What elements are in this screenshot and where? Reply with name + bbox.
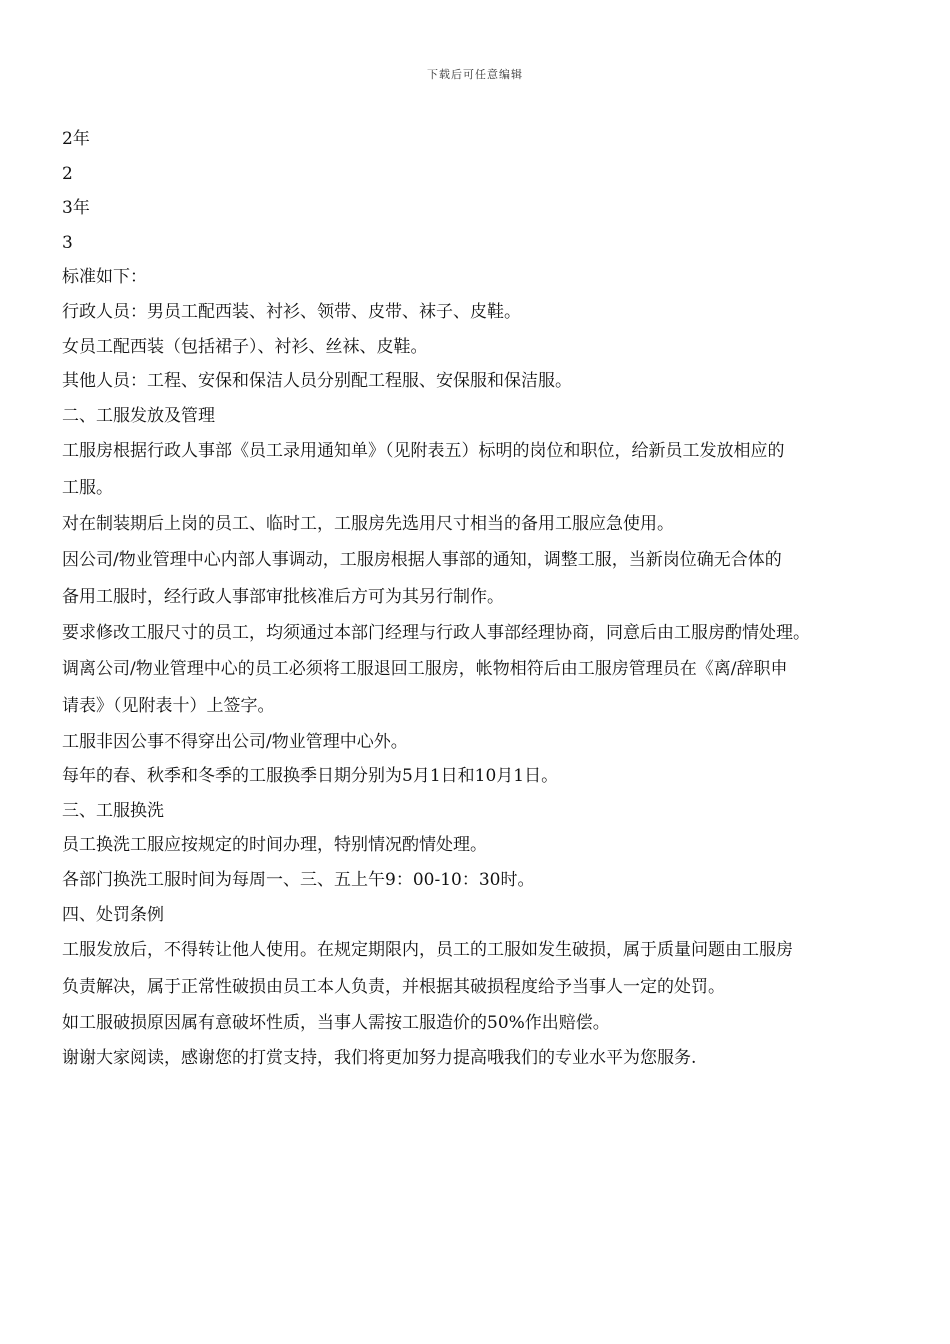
section-heading: 四、处罚条例 (62, 904, 164, 925)
section-heading: 三、工服换洗 (62, 800, 164, 821)
paragraph-line: 工服房根据行政人事部《员工录用通知单》（见附表五）标明的岗位和职位，给新员工发放相应的 (62, 441, 785, 462)
paragraph-line: 工服。 (62, 478, 113, 499)
text-line: 行政人员：男员工配西装、衬衫、领带、皮带、袜子、皮鞋。 (62, 301, 521, 322)
paragraph-line: 备用工服时，经行政人事部审批核准后方可为其另行制作。 (62, 586, 504, 607)
paragraph-line: 因公司/物业管理中心内部人事调动，工服房根据人事部的通知，调整工服，当新岗位确无合体的 (62, 549, 782, 570)
text-line: 员工换洗工服应按规定的时间办理，特别情况酌情处理。 (62, 835, 487, 856)
text-line: 标准如下： (62, 267, 147, 288)
document-body (62, 122, 902, 1075)
section-heading: 二、工服发放及管理 (62, 405, 215, 426)
paragraph (62, 433, 902, 507)
text-line: 每年的春、秋季和冬季的工服换季日期分别为5月1日和10月1日。 (62, 766, 559, 787)
paragraph (62, 651, 902, 725)
page-header: 下载后可任意编辑 (427, 68, 523, 81)
text-line: 对在制装期后上岗的员工、临时工，工服房先选用尺寸相当的备用工服应急使用。 (62, 514, 674, 535)
text-line: 各部门换洗工服时间为每周一、三、五上午9：00-10：30时。 (62, 869, 535, 890)
text-line: 其他人员：工程、安保和保洁人员分别配工程服、安保服和保洁服。 (62, 371, 572, 392)
text-line: 2年 (62, 129, 90, 149)
text-line: 3年 (62, 198, 90, 219)
paragraph-line: 调离公司/物业管理中心的员工必须将工服退回工服房，帐物相符后由工服房管理员在《离/辞职申 (62, 658, 788, 679)
text-line: 2 (62, 163, 73, 184)
text-line: 工服非因公事不得穿出公司/物业管理中心外。 (62, 731, 408, 752)
paragraph-line: 工服发放后，不得转让他人使用。在规定期限内，员工的工服如发生破损，属于质量问题由工服房 (62, 940, 793, 961)
paragraph-line: 请表》（见附表十）上签字。 (62, 695, 275, 716)
closing-line: 谢谢大家阅读，感谢您的打赏支持，我们将更加努力提高哦我们的专业水平为您服务. (62, 1047, 697, 1068)
text-line: 3 (62, 232, 73, 253)
paragraph-line: 负责解决，属于正常性破损由员工本人负责，并根据其破损程度给予当事人一定的处罚。 (62, 977, 725, 998)
paragraph (62, 932, 902, 1006)
text-line: 女员工配西装（包括裙子）、衬衫、丝袜、皮鞋。 (62, 336, 428, 357)
text-line: 要求修改工服尺寸的员工，均须通过本部门经理与行政人事部经理协商，同意后由工服房酌情处理。 (62, 622, 810, 643)
paragraph (62, 542, 902, 616)
text-line: 如工服破损原因属有意破坏性质，当事人需按工服造价的50%作出赔偿。 (62, 1013, 610, 1034)
